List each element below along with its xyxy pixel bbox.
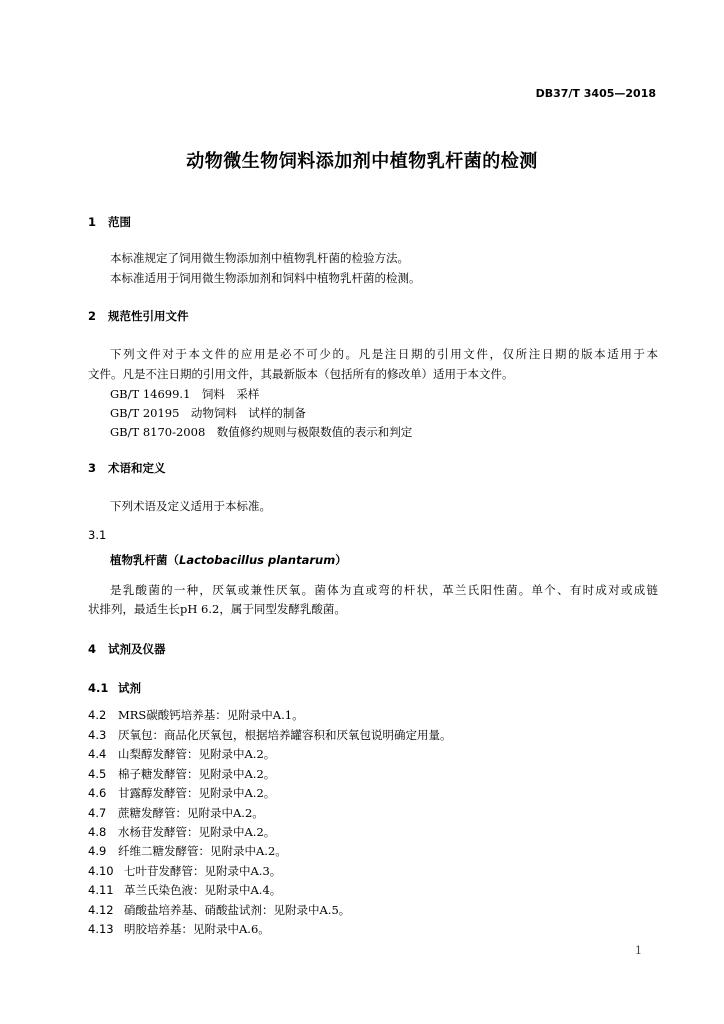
item-number: 4.2 bbox=[88, 708, 107, 722]
section-title: 范围 bbox=[108, 215, 131, 229]
item-text: 甘露醇发酵管：见附录中A.2。 bbox=[118, 786, 276, 800]
item-number: 4.5 bbox=[88, 767, 107, 781]
list-item bbox=[88, 863, 281, 879]
list-item bbox=[88, 727, 452, 743]
item-text: 山梨醇发酵管：见附录中A.2。 bbox=[118, 747, 276, 761]
section-1-heading bbox=[88, 214, 131, 230]
item-text: 棉子糖发酵管：见附录中A.2。 bbox=[118, 767, 276, 781]
section-3-heading bbox=[88, 460, 166, 476]
term-heading bbox=[110, 552, 347, 568]
section-2-heading bbox=[88, 308, 189, 324]
item-text: 纤维二糖发酵管：见附录中A.2。 bbox=[118, 844, 287, 858]
reference-item: GB/T 8170-2008 数值修约规则与极限数值的表示和判定 bbox=[110, 425, 413, 439]
term-close: ） bbox=[335, 553, 347, 567]
list-item bbox=[88, 785, 275, 801]
list-item bbox=[88, 921, 270, 937]
item-number: 4.12 bbox=[88, 903, 114, 917]
item-number: 4.4 bbox=[88, 747, 107, 761]
section-number: 4 bbox=[88, 642, 97, 656]
section-number: 3 bbox=[88, 461, 97, 475]
section-4-heading bbox=[88, 641, 166, 657]
item-number: 4.13 bbox=[88, 922, 114, 936]
paragraph: 文件。凡是不注日期的引用文件，其最新版本（包括所有的修改单）适用于本文件。 bbox=[88, 367, 514, 381]
item-number: 4.8 bbox=[88, 825, 107, 839]
standard-number: DB37/T 3405—2018 bbox=[535, 87, 656, 100]
term-chinese: 植物乳杆菌（ bbox=[110, 553, 179, 567]
section-number: 1 bbox=[88, 215, 97, 229]
item-text: 明胶培养基：见附录中A.6。 bbox=[124, 922, 270, 936]
subsection-number: 3.1 bbox=[88, 528, 107, 542]
subsection-title: 试剂 bbox=[118, 681, 141, 695]
list-item bbox=[88, 805, 264, 821]
paragraph: 本标准规定了饲用微生物添加剂中植物乳杆菌的检验方法。 bbox=[110, 251, 409, 265]
item-text: MRS碳酸钙培养基：见附录中A.1。 bbox=[118, 708, 304, 722]
item-text: 硝酸盐培养基、硝酸盐试剂：见附录中A.5。 bbox=[124, 903, 351, 917]
item-text: 蔗糖发酵管：见附录中A.2。 bbox=[118, 806, 264, 820]
list-item bbox=[88, 882, 281, 898]
definition: 是乳酸菌的一种，厌氧或兼性厌氧。菌体为直或弯的杆状，革兰氏阳性菌。单个、有时成对或成链 bbox=[110, 583, 658, 597]
page-number: 1 bbox=[635, 944, 642, 957]
paragraph: 下列术语及定义适用于本标准。 bbox=[110, 499, 271, 513]
list-item bbox=[88, 902, 350, 918]
section-title: 术语和定义 bbox=[108, 461, 166, 475]
reference-item: GB/T 20195 动物饲料 试样的制备 bbox=[110, 406, 306, 420]
subsection-4-1-heading bbox=[88, 680, 141, 696]
paragraph: 本标准适用于饲用微生物添加剂和饲料中植物乳杆菌的检测。 bbox=[110, 271, 421, 285]
section-number: 2 bbox=[88, 309, 97, 323]
section-title: 规范性引用文件 bbox=[108, 309, 189, 323]
section-title: 试剂及仪器 bbox=[108, 642, 166, 656]
item-text: 水杨苷发酵管：见附录中A.2。 bbox=[118, 825, 276, 839]
item-text: 革兰氏染色液：见附录中A.4。 bbox=[124, 883, 282, 897]
list-item bbox=[88, 746, 275, 762]
list-item bbox=[88, 843, 287, 859]
definition: 状排列，最适生长pH 6.2，属于同型发酵乳酸菌。 bbox=[88, 602, 346, 616]
subsection-number: 4.1 bbox=[88, 681, 109, 695]
term-latin: Lactobacillus plantarum bbox=[179, 553, 336, 567]
item-number: 4.3 bbox=[88, 728, 107, 742]
document-title: 动物微生物饲料添加剂中植物乳杆菌的检测 bbox=[186, 151, 538, 172]
item-number: 4.6 bbox=[88, 786, 107, 800]
item-text: 七叶苷发酵管：见附录中A.3。 bbox=[124, 864, 282, 878]
item-number: 4.7 bbox=[88, 806, 107, 820]
item-number: 4.11 bbox=[88, 883, 114, 897]
paragraph: 下列文件对于本文件的应用是必不可少的。凡是注日期的引用文件，仅所注日期的版本适用于本 bbox=[110, 347, 658, 361]
list-item bbox=[88, 707, 304, 723]
item-number: 4.9 bbox=[88, 844, 107, 858]
item-text: 厌氧包：商品化厌氧包，根据培养罐容积和厌氧包说明确定用量。 bbox=[118, 728, 452, 742]
reference-item: GB/T 14699.1 饲料 采样 bbox=[110, 387, 260, 401]
list-item bbox=[88, 824, 275, 840]
list-item bbox=[88, 766, 275, 782]
item-number: 4.10 bbox=[88, 864, 114, 878]
